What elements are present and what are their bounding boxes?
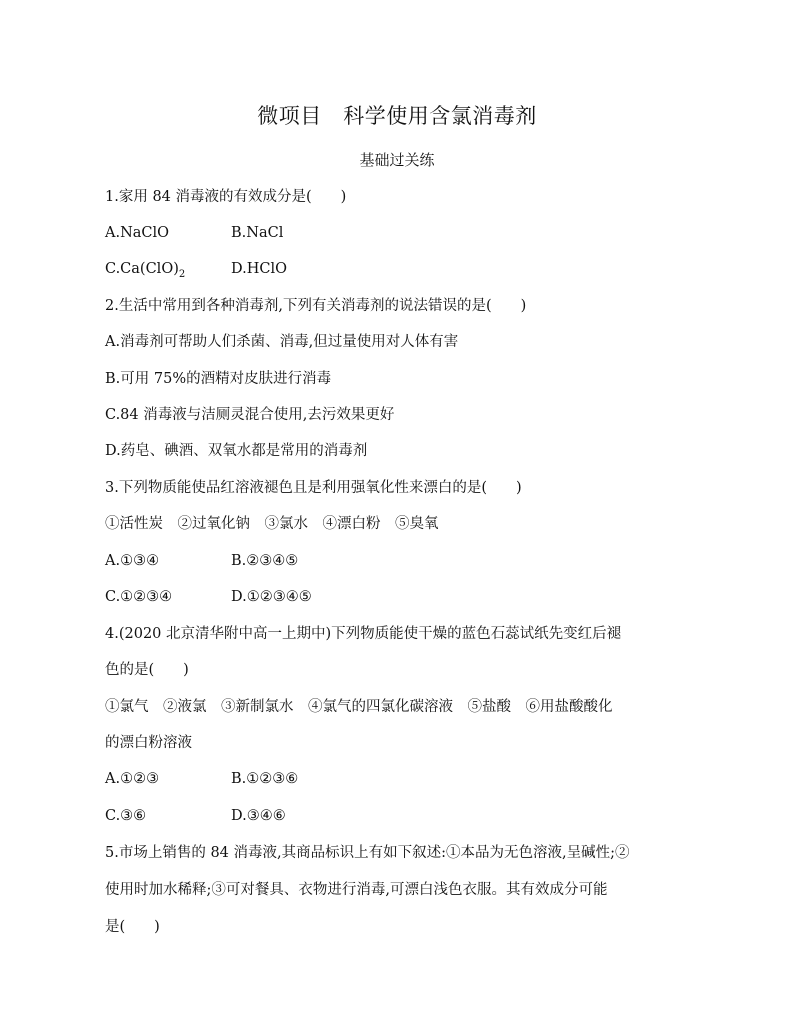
- page-title: 微项目 科学使用含氯消毒剂: [257, 104, 537, 128]
- q4-stem-line2: 色的是( ): [105, 662, 189, 678]
- q2-option-d: D.药皂、碘酒、双氧水都是常用的消毒剂: [105, 443, 368, 459]
- q2-option-a: A.消毒剂可帮助人们杀菌、消毒,但过量使用对人体有害: [105, 334, 459, 350]
- q2-stem: 2.生活中常用到各种消毒剂,下列有关消毒剂的说法错误的是( ): [105, 298, 527, 314]
- q3-items: ①活性炭 ②过氧化钠 ③氯水 ④漂白粉 ⑤臭氧: [105, 516, 439, 532]
- q3-option-a: A.①③④: [105, 553, 160, 569]
- q4-stem-line1: 4.(2020 北京清华附中高一上期中)下列物质能使干燥的蓝色石蕊试纸先变红后褪: [105, 626, 622, 642]
- q1-option-d: D.HClO: [231, 261, 287, 277]
- q1-option-a: A.NaClO: [105, 225, 170, 241]
- q4-items-line2: 的漂白粉溶液: [105, 735, 192, 751]
- q4-option-d: D.③④⑥: [231, 808, 286, 824]
- section-subtitle: 基础过关练: [359, 151, 435, 169]
- q1-option-c: [105, 259, 185, 285]
- q4-option-a: A.①②③: [105, 771, 160, 787]
- q1-option-c-main: C.Ca(ClO): [105, 261, 179, 277]
- q3-stem: 3.下列物质能使品红溶液褪色且是利用强氧化性来漂白的是( ): [105, 480, 522, 496]
- q1-option-c-subscript: 2: [178, 268, 186, 280]
- q4-option-c: C.③⑥: [105, 808, 147, 824]
- q2-option-b: B.可用 75%的酒精对皮肤进行消毒: [105, 371, 332, 387]
- q5-stem-line3: 是( ): [105, 919, 160, 935]
- q1-option-b: B.NaCl: [231, 225, 284, 241]
- q3-option-d: D.①②③④⑤: [231, 589, 312, 605]
- q5-stem-line2: 使用时加水稀释;③可对餐具、衣物进行消毒,可漂白浅色衣服。其有效成分可能: [105, 882, 608, 898]
- q1-stem: 1.家用 84 消毒液的有效成分是( ): [105, 189, 347, 205]
- q4-option-b: B.①②③⑥: [231, 771, 299, 787]
- q3-option-c: C.①②③④: [105, 589, 173, 605]
- q3-option-b: B.②③④⑤: [231, 553, 299, 569]
- q2-option-c: C.84 消毒液与洁厕灵混合使用,去污效果更好: [105, 407, 395, 423]
- q4-items-line1: ①氯气 ②液氯 ③新制氯水 ④氯气的四氯化碳溶液 ⑤盐酸 ⑥用盐酸酸化: [105, 699, 613, 715]
- q5-stem-line1: 5.市场上销售的 84 消毒液,其商品标识上有如下叙述:①本品为无色溶液,呈碱性;②: [105, 845, 630, 861]
